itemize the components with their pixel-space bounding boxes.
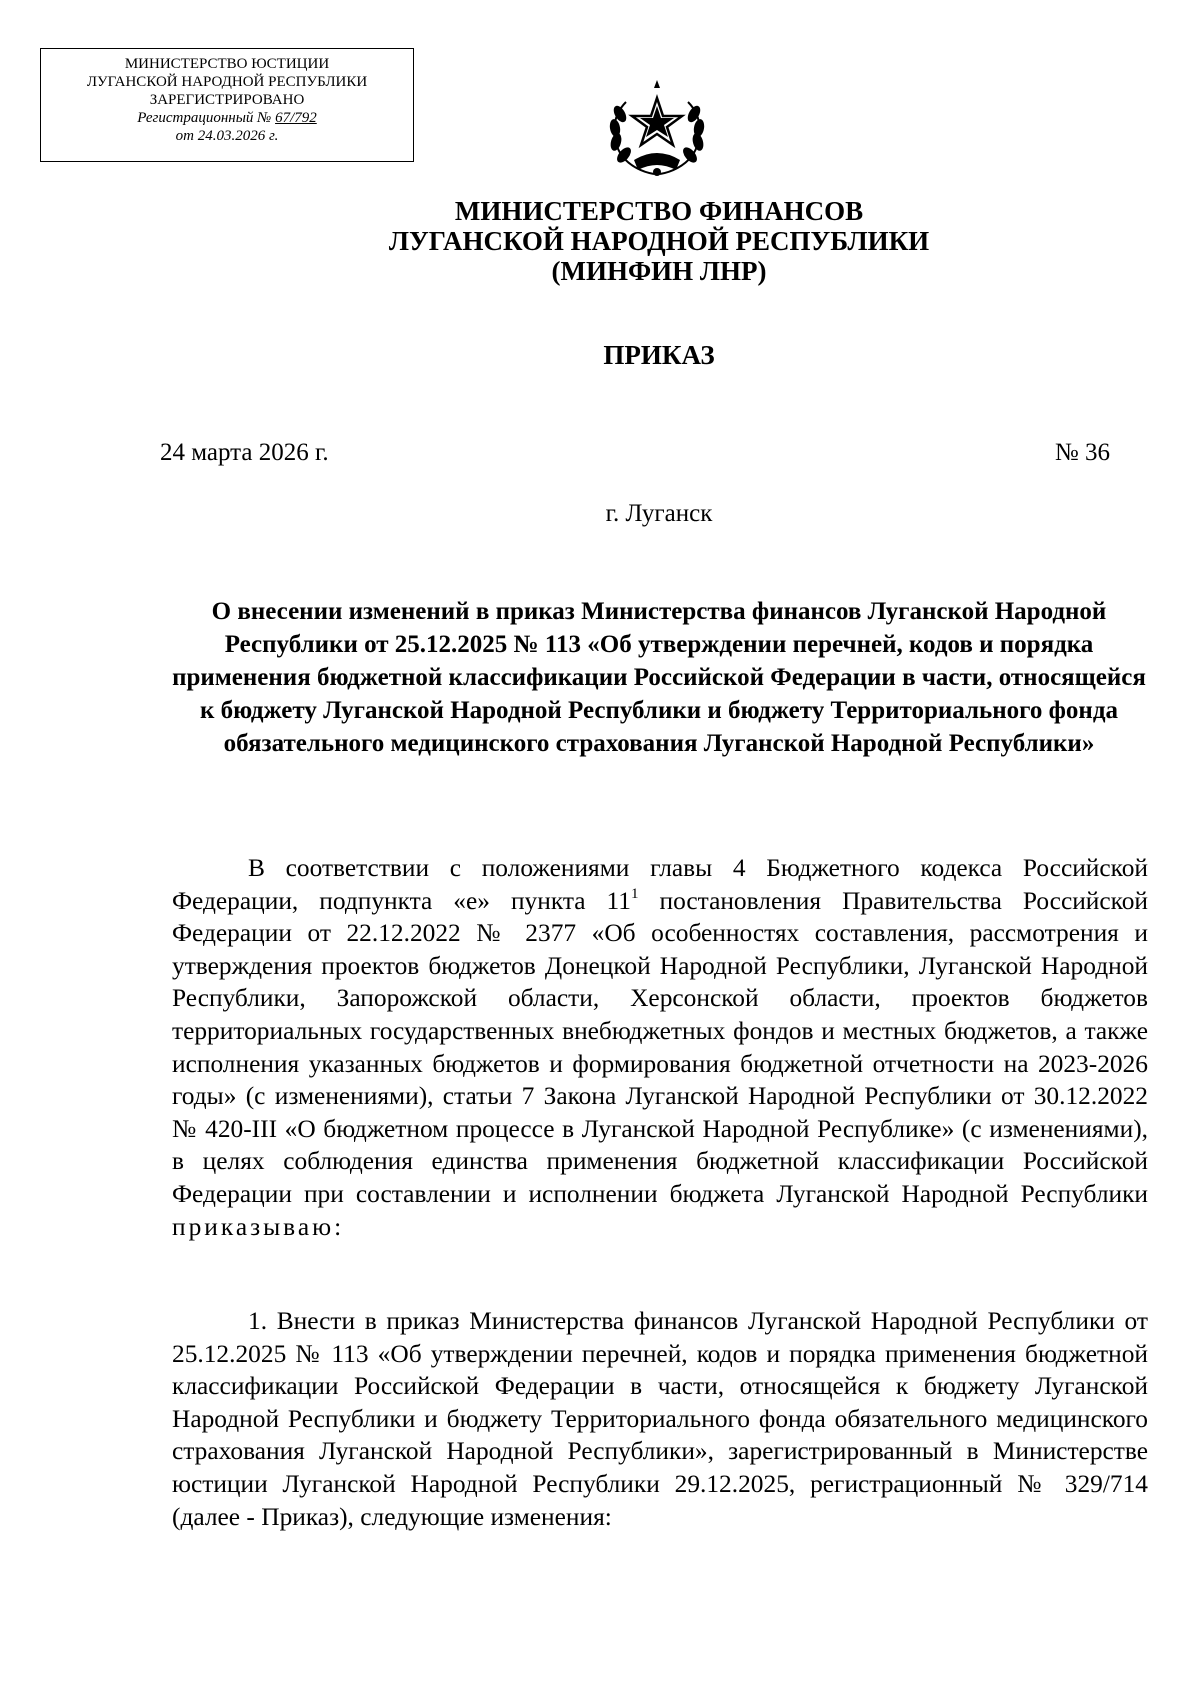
order-number: № 36 — [1054, 439, 1110, 466]
preamble-superscript: 1 — [630, 885, 639, 902]
ministry-heading — [0, 196, 1200, 286]
order-subject: О внесении изменений в приказ Министерства финансов Луганской Народной Республики от 25.12.2025 № 113 «Об утверждении перечней, кодов и порядка применения бюджетной классификации Российской Федерации в части, относящейся к бюджету Луганской Народной Республики и бюджету Территориального фонда обязательного медицинского страхования Луганской Народной Республики» — [172, 598, 1146, 757]
ministry-name-line2: ЛУГАНСКОЙ НАРОДНОЙ РЕСПУБЛИКИ — [388, 226, 930, 256]
preamble-paragraph — [172, 852, 1148, 1243]
preamble-text — [172, 852, 1148, 1243]
order-date: 24 марта 2026 г. — [160, 439, 329, 466]
stamp-reg-line — [41, 109, 413, 127]
stamp-line-registered: ЗАРЕГИСТРИРОВАНО — [149, 92, 305, 108]
stamp-line-ministry: МИНИСТЕРСТВО ЮСТИЦИИ — [124, 56, 330, 72]
ministry-name-line1: МИНИСТЕРСТВО ФИНАНСОВ — [454, 196, 864, 226]
stamp-reg-number: 67/792 — [275, 110, 317, 126]
registration-stamp — [40, 48, 414, 162]
clause-1-paragraph — [172, 1305, 1148, 1533]
clause-1-text: 1. Внести в приказ Министерства финансов Луганской Народной Республики от 25.12.2025 № 113 «Об утверждении перечней, кодов и порядка применения бюджетной классификации Российской Федерации в части, относящейся к бюджету Луганской Народной Республики и бюджету Территориального фонда обязательного медицинского страхования Луганской Народной Республики», зарегистрированный в Министерстве юстиции Луганской Народной Республики 29.12.2025, регистрационный № 329/714 (далее - Приказ), следующие изменения: — [172, 1307, 1148, 1531]
ministry-abbreviation: (МИНФИН ЛНР) — [551, 256, 767, 286]
order-word: приказываю: — [172, 1212, 345, 1241]
order-city: г. Луганск — [605, 500, 713, 527]
stamp-line-republic: ЛУГАНСКОЙ НАРОДНОЙ РЕСПУБЛИКИ — [86, 74, 368, 90]
preamble-part1: В соответствии с положениями главы 4 Бюджетного кодекса Российской Федерации, подпункта «е» пункта 11 — [172, 854, 1148, 915]
document-type-title: ПРИКАЗ — [603, 340, 715, 370]
lnr-coat-of-arms-icon — [596, 76, 718, 182]
stamp-reg-label: Регистрационный № — [137, 110, 276, 126]
preamble-part2: постановления Правительства Российской Федерации от 22.12.2022 № 2377 «Об особенностях составления, рассмотрения и утверждения проектов бюджетов Донецкой Народной Республики, Луганской Народной Республики, Запорожской области, Херсонской области, проектов бюджетов территориальных государственных внебюджетных фондов и местных бюджетов, а также исполнения указанных бюджетов и формирования бюджетной отчетности на 2023-2026 годы» (с изменениями), статьи 7 Закона Луганской Народной Республики от 30.12.2022 № 420-III «О бюджетном процессе в Луганской Народной Республике» (с изменениями), в целях соблюдения единства применения бюджетной классификации Российской Федерации при составлении и исполнении бюджета Луганской Народной Республики — [172, 886, 1148, 1208]
stamp-reg-date: от 24.03.2026 г. — [175, 128, 279, 144]
